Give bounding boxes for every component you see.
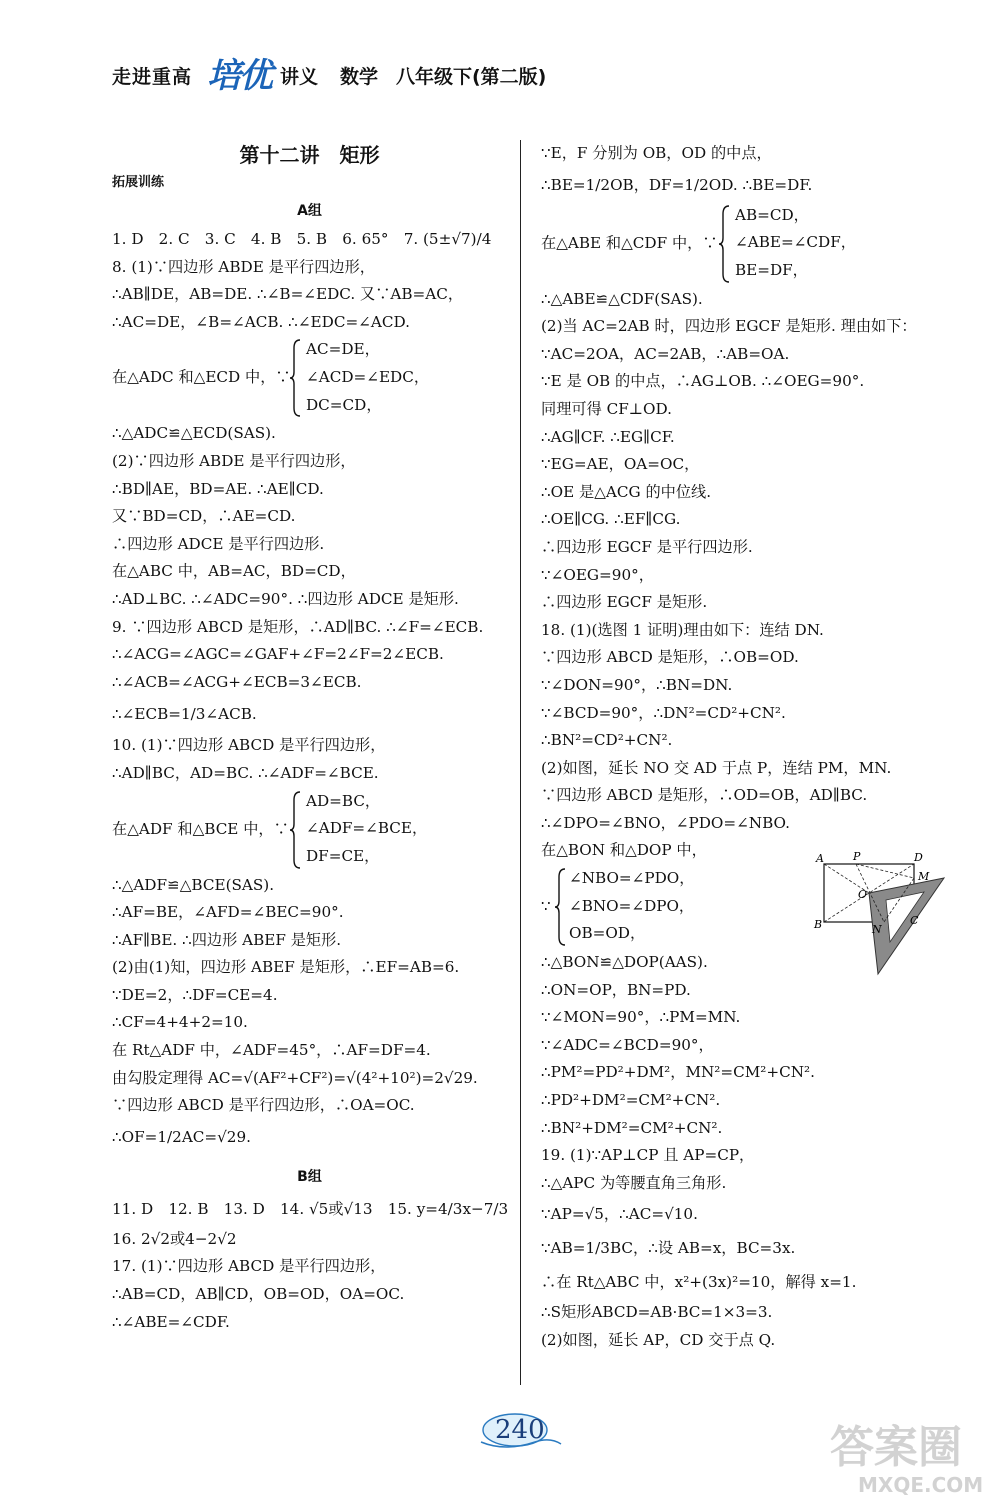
- condition-item: DF=CE，: [306, 846, 380, 865]
- answer-line: ∴∠DPO=∠BNO，∠PDO=∠NBO.: [541, 813, 790, 832]
- answer-line: 18. (1)(选图 1 证明)理由如下：连结 DN.: [541, 620, 824, 639]
- condition-item: BE=DF，: [735, 260, 808, 279]
- answer-line: ∵四边形 ABCD 是平行四边形，∴OA=OC.: [112, 1096, 415, 1115]
- answer-line: ∴△ADF≌△BCE(SAS).: [112, 875, 275, 894]
- answer-line: ∵∠MON=90°，∴PM=MN.: [541, 1008, 741, 1027]
- answer-line: ∵DE=2，∴DF=CE=4.: [112, 985, 278, 1004]
- rectangle-triangle-figure: [806, 842, 956, 982]
- answer-line: ∴△ADC≌△ECD(SAS).: [112, 424, 276, 443]
- answers-block-3: [112, 872, 507, 1154]
- answer-line: 1. D 2. C 3. C 4. B 5. B 6. 65° 7. (5±√7)/4: [112, 230, 492, 248]
- section-heading: 拓展训练: [112, 175, 165, 190]
- book-header: [112, 48, 672, 108]
- answer-line: ∴PM²=PD²+DM²，MN²=CM²+CN².: [541, 1063, 815, 1082]
- label-m: M: [918, 870, 930, 883]
- site-watermark: [822, 1410, 992, 1500]
- page-number-text: 240: [495, 1415, 545, 1445]
- answer-line: ∴OF=1/2AC=√29.: [112, 1127, 251, 1146]
- brace-icon: [555, 867, 567, 947]
- grade: 八年级下(第二版): [396, 66, 547, 88]
- condition-item: ∠ADF=∠BCE，: [306, 819, 428, 838]
- answer-line: 由勾股定理得 AC=√(AF²+CF²)=√(4²+10²)=2√29.: [112, 1068, 478, 1087]
- subject: 数学: [340, 66, 379, 88]
- condition-item: AB=CD，: [735, 205, 809, 224]
- column-divider: [520, 140, 521, 1385]
- answer-line: ∵∠DON=90°，∴BN=DN.: [541, 675, 733, 694]
- condition-item: ∠BNO=∠DPO，: [569, 896, 695, 915]
- answers-block-6: [541, 286, 961, 865]
- answer-line: ∵∠BCD=90°，∴DN²=CD²+CN².: [541, 703, 786, 722]
- answer-line: ∴AD⊥BC. ∴∠ADC=90°. ∴四边形 ADCE 是矩形.: [112, 589, 459, 608]
- answer-line: 同理可得 CF⊥OD.: [541, 399, 672, 418]
- label-n: N: [872, 923, 882, 936]
- answer-line: ∴四边形 EGCF 是平行四边形.: [541, 537, 753, 556]
- label-c: C: [910, 914, 919, 927]
- brace-icon: [290, 338, 302, 418]
- answer-line: ∴在 Rt△ABC 中，x²+(3x)²=10，解得 x=1.: [541, 1273, 857, 1292]
- condition-items: [306, 788, 427, 871]
- answer-line: ∴BE=1/2OB，DF=1/2OD. ∴BE=DF.: [541, 175, 813, 194]
- condition-items: [306, 336, 429, 419]
- answer-line: 又∵BD=CD，∴AE=CD.: [112, 507, 296, 526]
- condition-items: [569, 865, 694, 948]
- answer-line: (2)如图，延长 AP，CD 交于点 Q.: [541, 1331, 776, 1349]
- answer-line: ∴AC=DE，∠B=∠ACB. ∴∠EDC=∠ACD.: [112, 312, 410, 331]
- condition-lead: ∵: [541, 897, 551, 916]
- answer-line: ∴∠ABE=∠CDF.: [112, 1312, 230, 1331]
- answer-line: ∴△APC 为等腰直角三角形.: [541, 1173, 727, 1192]
- answer-line: ∴∠ACB=∠ACG+∠ECB=3∠ECB.: [112, 672, 362, 691]
- watermark-text: 答案圈: [830, 1422, 962, 1473]
- answer-line: ∴S矩形ABCD=AB·BC=1×3=3.: [541, 1303, 773, 1322]
- congruence-conditions: [112, 788, 507, 872]
- answer-line: ∵四边形 ABCD 是矩形，∴OD=OB，AD∥BC.: [541, 786, 868, 805]
- answer-line: 16. 2√2或4−2√2: [112, 1229, 237, 1248]
- answer-line: (2)由(1)知，四边形 ABEF 是矩形，∴EF=AB=6.: [112, 958, 460, 977]
- condition-lead: 在△ABE 和△CDF 中，∵: [541, 233, 718, 252]
- label-a: A: [816, 852, 824, 865]
- left-column: [112, 140, 507, 1336]
- answers-block-5: [541, 140, 961, 202]
- answers-block-7: [541, 949, 961, 1355]
- label-d: D: [914, 851, 923, 864]
- segment-pm: [856, 864, 914, 878]
- answer-line: 在△ABC 中，AB=AC，BD=CD，: [112, 562, 356, 581]
- answer-line: (2)当 AC=2AB 时，四边形 EGCF 是矩形. 理由如下：: [541, 317, 917, 336]
- group-a-heading: A组: [297, 203, 322, 219]
- lesson-title: 第十二讲 矩形: [239, 143, 380, 167]
- answer-line: ∴AF=BE，∠AFD=∠BEC=90°.: [112, 903, 344, 922]
- answer-line: ∴ON=OP，BN=PD.: [541, 980, 691, 999]
- answers-block-2: [112, 420, 507, 787]
- answer-line: ∴CF=4+4+2=10.: [112, 1013, 248, 1032]
- answer-line: ∴AD∥BC，AD=BC. ∴∠ADF=∠BCE.: [112, 763, 379, 782]
- brace-icon: [719, 204, 731, 284]
- answer-line: ∴AB∥DE，AB=DE. ∴∠B=∠EDC. 又∵AB=AC，: [112, 285, 464, 304]
- answer-line: ∴AB=CD，AB∥CD，OB=OD，OA=OC.: [112, 1285, 405, 1304]
- answer-line: 17. (1)∵四边形 ABCD 是平行四边形，: [112, 1257, 386, 1276]
- answer-line: ∵AP=√5，∴AC=√10.: [541, 1205, 698, 1224]
- answer-line: (2)如图，延长 NO 交 AD 于点 P，连结 PM，MN.: [541, 758, 892, 777]
- answer-line: ∵E 是 OB 的中点，∴AG⊥OB. ∴∠OEG=90°.: [541, 372, 865, 391]
- answer-line: ∴∠ACG=∠AGC=∠GAF+∠F=2∠F=2∠ECB.: [112, 645, 444, 664]
- page-number: [475, 1408, 565, 1452]
- condition-items: [735, 202, 856, 285]
- label-b: B: [814, 918, 823, 931]
- answer-line: ∵AB=1/3BC，∴设 AB=x，BC=3x.: [541, 1239, 796, 1258]
- condition-item: OB=OD，: [569, 924, 646, 943]
- answer-line: 在△BON 和△DOP 中，: [541, 841, 707, 860]
- watermark-url: MXQE.COM: [858, 1473, 984, 1497]
- answer-line: ∴AG∥CF. ∴EG∥CF.: [541, 427, 675, 446]
- answer-line: ∴△ABE≌△CDF(SAS).: [541, 289, 703, 308]
- congruence-conditions: [541, 202, 961, 286]
- answer-line: 9. ∵四边形 ABCD 是矩形，∴AD∥BC. ∴∠F=∠ECB.: [112, 617, 484, 636]
- condition-item: ∠NBO=∠PDO，: [569, 869, 695, 888]
- answer-line: 11. D 12. B 13. D 14. √5或√13 15. y=4/3x−7/3: [112, 1199, 509, 1218]
- answer-line: 19. (1)∵AP⊥CP 且 AP=CP，: [541, 1146, 755, 1165]
- label-p: P: [853, 850, 861, 863]
- series-title: 走进重高: [112, 66, 193, 88]
- book-type: 讲义: [280, 66, 319, 88]
- answer-line: ∵∠OEG=90°，: [541, 565, 654, 584]
- answer-line: ∴PD²+DM²=CM²+CN².: [541, 1091, 721, 1110]
- answer-line: ∴BN²+DM²=CM²+CN².: [541, 1118, 723, 1137]
- answer-line: 10. (1)∵四边形 ABCD 是平行四边形，: [112, 736, 386, 755]
- answer-line: ∴四边形 EGCF 是矩形.: [541, 593, 708, 612]
- label-o: O: [858, 888, 868, 901]
- brace-icon: [290, 790, 302, 870]
- answer-line: 在 Rt△ADF 中，∠ADF=45°，∴AF=DF=4.: [112, 1041, 431, 1060]
- answer-line: ∴BD∥AE，BD=AE. ∴AE∥CD.: [112, 479, 324, 498]
- answer-line: ∵EG=AE，OA=OC，: [541, 455, 700, 474]
- condition-item: ∠ABE=∠CDF，: [735, 233, 856, 252]
- answer-line: ∴AF∥BE. ∴四边形 ABEF 是矩形.: [112, 930, 342, 949]
- answer-line: ∴OE∥CG. ∴EF∥CG.: [541, 510, 681, 529]
- condition-lead: 在△ADF 和△BCE 中，∵: [112, 819, 289, 838]
- answer-line: ∴四边形 ADCE 是平行四边形.: [112, 534, 325, 553]
- answer-line: ∵E，F 分别为 OB，OD 的中点，: [541, 144, 772, 162]
- answer-line: (2)∵四边形 ABDE 是平行四边形，: [112, 451, 356, 470]
- answers-block-1: [112, 226, 507, 336]
- answer-line: ∵∠ADC=∠BCD=90°，: [541, 1035, 714, 1054]
- condition-item: ∠ACD=∠EDC，: [306, 367, 430, 386]
- condition-item: AC=DE，: [306, 340, 380, 359]
- series-logo: 培优: [207, 56, 271, 96]
- answer-line: ∴∠ECB=1/3∠ACB.: [112, 705, 257, 724]
- answer-line: 8. (1)∵四边形 ABDE 是平行四边形，: [112, 257, 375, 276]
- condition-item: DC=CD，: [306, 395, 382, 414]
- answer-line: ∴△BON≌△DOP(AAS).: [541, 953, 708, 972]
- answer-line: ∵四边形 ABCD 是矩形，∴OB=OD.: [541, 648, 799, 667]
- congruence-conditions: [112, 336, 507, 420]
- condition-item: AD=BC，: [306, 791, 381, 810]
- answer-line: ∴BN²=CD²+CN².: [541, 731, 673, 750]
- condition-lead: 在△ADC 和△ECD 中，∵: [112, 368, 291, 387]
- answers-block-4: [112, 1192, 507, 1336]
- answer-line: ∴OE 是△ACG 的中位线.: [541, 482, 712, 501]
- group-b-heading: B组: [297, 1168, 322, 1185]
- answer-line: ∵AC=2OA，AC=2AB，∴AB=OA.: [541, 344, 790, 363]
- right-column: [541, 140, 961, 1355]
